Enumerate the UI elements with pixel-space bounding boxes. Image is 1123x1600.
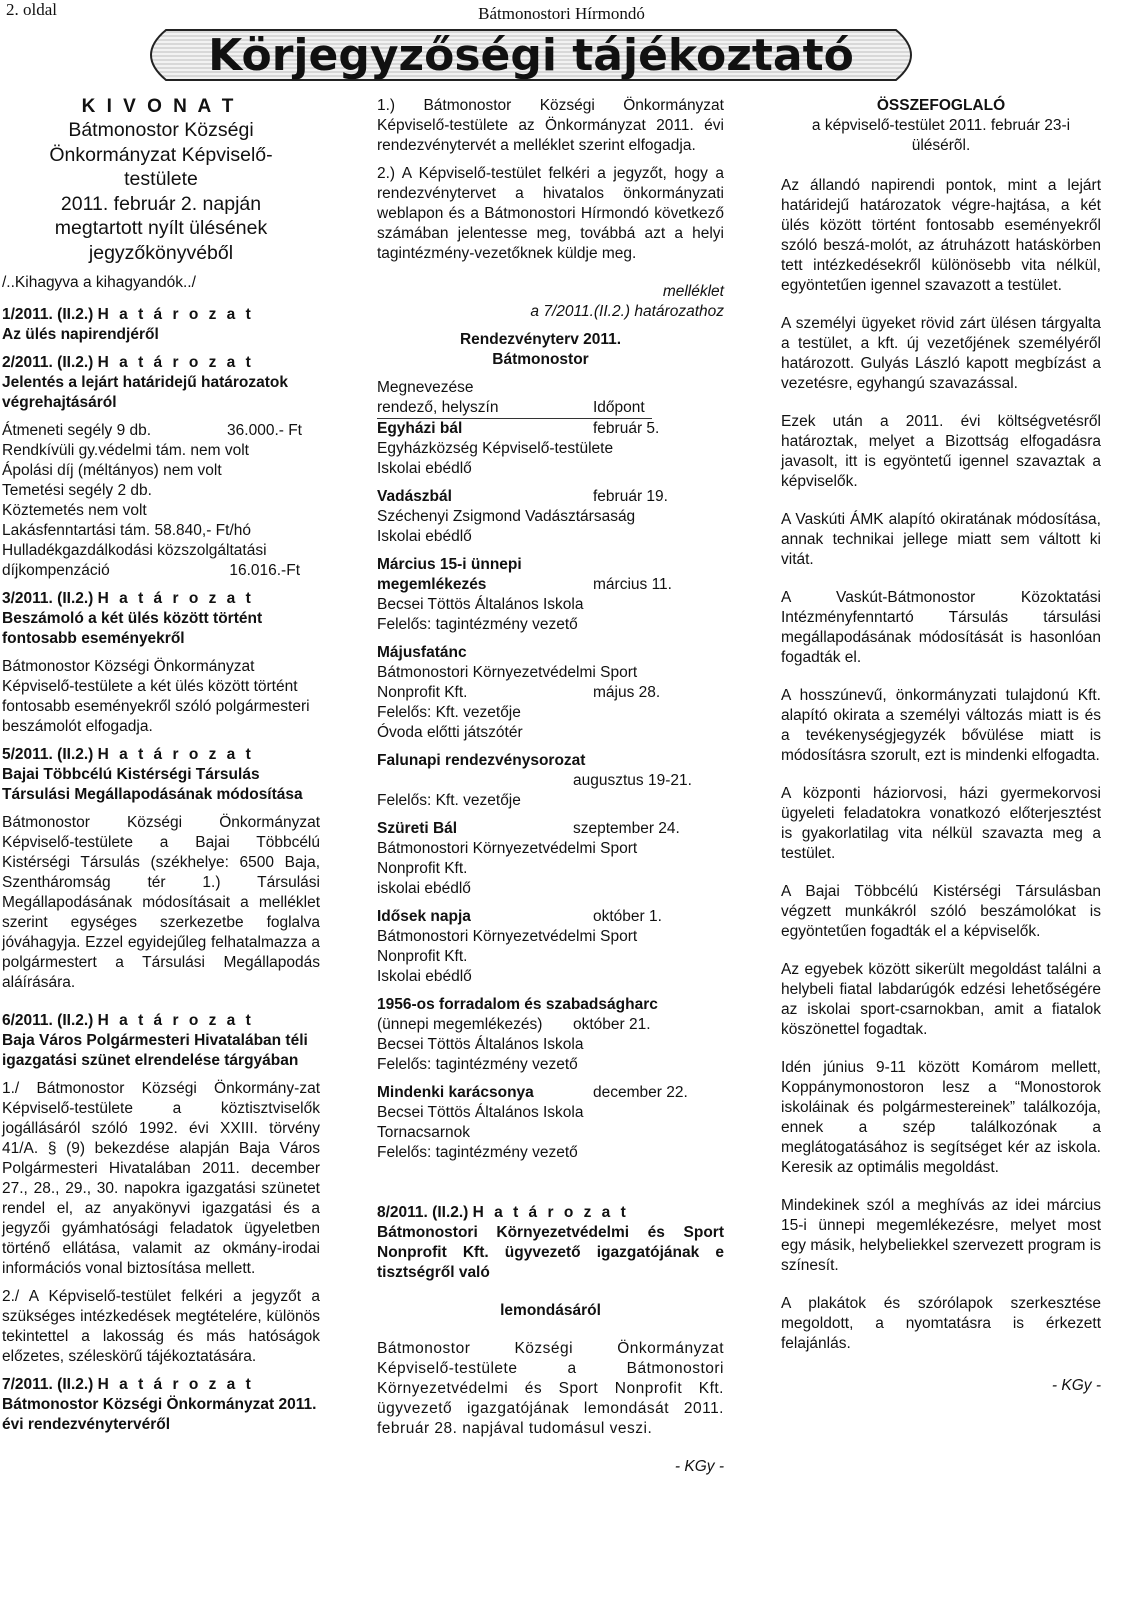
resolution-7-text-2: 2.) A Képviselő-testület felkéri a jegyzőt, hogy a rendezvénytervet a hivatalos önkormányzati weblapon és a Bátmonostori Hírmondó következő számában jelentesse meg, továbbá azt a helyi tagintézmény-vezetőknek küldje meg. (377, 165, 724, 262)
summary-paragraph: Ezek után a 2011. évi költségvetésről határoztak, melyet a Bizottság elfogadásra javasolt, itt is egyöntetű igennel szavaztak a képviselők. (781, 413, 1101, 490)
event-detail: Széchenyi Zsigmond Vadásztársaság (377, 508, 636, 525)
summary-paragraph: Mindekinek szól a meghívás az idei március 15-i ünnepi megemlékezésre, melyet most egy másik, helybeliekkel szervezett program is színesít. (781, 1197, 1101, 1274)
event-detail: Bátmonostori Környezetvédelmi Sport (377, 664, 638, 681)
summary-paragraph: A hosszúnevű, önkormányzati tulajdonú Kft. alapító okirata a személyi változás miatt is és a tevékenységjegyzék bővülése miatt is módosításra szorult, ezt is mindenki elfogadta. (781, 687, 1101, 764)
resolution-1-heading: 1/2011. (II.2.) H a t á r o z a t Az ülés napirendjéről (2, 306, 254, 343)
aid-list (2, 421, 320, 581)
subtitle-line: Önkormányzat Képviselő- (49, 143, 273, 166)
event-row: megemlékezés március 11. (377, 576, 672, 593)
event-detail: Felelős: Kft. vezetője (377, 792, 521, 809)
event-detail: Bátmonostori Környezetvédelmi Sport (377, 928, 638, 945)
aid-row: Temetési segély 2 db. (2, 482, 152, 499)
summary-paragraph: A személyi ügyeket rövid zárt ülésen tárgyalta a testület, a kft. új vezetőjének személyéről határozott. Gulyás László kapott megbízást a vezetésre, egyhangú szavazással. (781, 315, 1101, 392)
author-signature: - KGy - (674, 1458, 724, 1475)
resolution-6-text-1: 1./ Bátmonostor Községi Önkormány-zat Képviselő-testülete a köztisztviselők jogállásáról szóló 1992. évi XXIII. törvény 41/A. § (9) bekezdése alapján Baja Város Polgármesteri Hivatalában 2011. december 27., 28., 29., 30. napokra igazgatási szünetet rendel el, az anyakönyvi igazgatási és a jegyzői gyámhatósági feladatok ügyeletben történő ellátása, valamit az okmány-irodai információs vonal biztosítása mellett. (2, 1080, 320, 1277)
summary-paragraph: A Bajai Többcélú Kistérségi Társulásban végzett munkákról szóló beszámolókat is egyöntetűen fogadták el a képviselők. (781, 883, 1101, 940)
event-detail: Óvoda előtti játszótér (377, 724, 523, 741)
event-row: Májusfatánc (377, 644, 467, 661)
page-number: 2. oldal (6, 0, 57, 19)
annex-ref: a 7/2011.(II.2.) határozathoz (530, 303, 724, 320)
author-signature: - KGy - (1051, 1377, 1101, 1394)
column-right (781, 96, 1101, 1396)
summary-title: ÖSSZEFOGLALÓ (876, 97, 1006, 114)
resolution-2-heading: 2/2011. (II.2.) H a t á r o z a t Jelentés a lejárt határidejű határozatok végrehajtásáról (2, 354, 288, 411)
event-detail: Felelős: tagintézmény vezető (377, 1056, 578, 1073)
column-header-name: Megnevezése (377, 379, 474, 396)
subtitle-line: Bátmonostor Községi (68, 119, 254, 141)
section-banner (136, 22, 926, 88)
event-row: Vadászbál február 19. (377, 488, 668, 505)
summary-paragraph: A Vaskúti ÁMK alapító okiratának módosítása, annak technikai jellege miatt sem váltott ki vitát. (781, 511, 1101, 568)
event-plan-title: Rendezvényterv 2011. (459, 331, 622, 348)
summary-paragraph: A központi háziorvosi, házi gyermekorvosi ügyeleti feladatokra vonatkozó előterjesztést is gyakorlatilag vita nélkül szavazta meg a testület. (781, 785, 1101, 862)
event-detail: Felelős: tagintézmény vezető (377, 1144, 578, 1161)
event-detail: Felelős: Kft. vezetője (377, 704, 521, 721)
event-detail: iskolai ebédlő (377, 880, 471, 897)
event-detail: Becsei Töttös Általános Iskola (377, 1036, 584, 1053)
event-detail: Iskolai ebédlő (377, 460, 472, 477)
event-plan-place: Bátmonostor (492, 351, 589, 368)
summary-paragraph: Az állandó napirendi pontok, mint a lejárt határidejű határozatok végre-hajtása, a két ülés között történt fontosabb eseményekről szóló beszá-molót, az átruházott hatáskörben tett intézkedésekről különösebb vita nélkül, egyöntetűen igennel szavazott a testület. (781, 177, 1101, 294)
event-detail: Nonprofit Kft. (377, 860, 468, 877)
aid-row: Rendkívüli gy.védelmi tám. nem volt (2, 442, 249, 459)
omitted-note: /..Kihagyva a kihagyandók../ (2, 274, 196, 291)
resolution-8-heading-end: lemondásáról (500, 1302, 601, 1319)
aid-row: Átmeneti segély 9 db. 36.000.- Ft (2, 422, 302, 439)
subtitle-line: 2011. február 2. napján (60, 192, 262, 215)
resolution-8-text: Bátmonostor Községi Önkormányzat Képviselő-testülete a Bátmonostori Környezetvédelmi és Sport Nonprofit Kft. ügyvezető igazgatójának lemondását 2011. február 28. napjával tudomásul veszi. (377, 1340, 724, 1437)
resolution-5-text: Bátmonostor Községi Önkormányzat Képviselő-testülete a Bajai Többcélú Kistérségi Társulás (székhelye: 6500 Baja, Szentháromság tér 1.) Társulási Megállapodásának módosításait a melléklet szerint egységes szerkezetbe foglalva jóváhagyja. Ezzel egyidejűleg felhatalmazza a polgármestert a Társulási Megállapodás aláírására. (2, 814, 320, 991)
summary-paragraph: A Vaskút-Bátmonostor Közoktatási Intézményfenntartó Társulás társulási megállapodásának módosítását is hasonlóan fogadták el. (781, 589, 1101, 666)
event-detail: Nonprofit Kft. május 28. (377, 684, 661, 701)
event-row: 1956-os forradalom és szabadságharc (377, 996, 658, 1013)
event-detail: (ünnepi megemlékezés) október 21. (377, 1016, 651, 1033)
resolution-6-heading: 6/2011. (II.2.) H a t á r o z a t Baja Város Polgármesteri Hivatalában téli igazgatási szünet elrendelése tárgyában (2, 1012, 308, 1069)
event-detail: Nonprofit Kft. (377, 948, 468, 965)
event-row: Szüreti Bál szeptember 24. (377, 820, 680, 837)
event-row: Falunapi rendezvénysorozat (377, 752, 586, 769)
summary-paragraph: Idén június 9-11 között Komárom mellett, Koppánymonostoron lesz a “Monostorok iskoláinak és polgármestereinek” találkozója, ennek a szép találkozónak a meglátogatásához is segítséget kér az iskola. Keresik az optimális megoldást. (781, 1059, 1101, 1176)
aid-row: díjkompenzáció 16.016.-Ft (2, 562, 300, 579)
resolution-7-text-1: 1.) Bátmonostor Községi Önkormányzat Képviselő-testülete az Önkormányzat 2011. évi rendezvénytervét a melléklet szerint elfogadja. (377, 97, 724, 154)
column-middle (377, 96, 724, 1477)
event-detail: Egyházközség Képviselő-testülete (377, 440, 614, 457)
event-row: Mindenki karácsonya december 22. (377, 1084, 688, 1101)
event-row: Idősek napja október 1. (377, 908, 662, 925)
event-detail: Bátmonostori Környezetvédelmi Sport (377, 840, 638, 857)
column-left (2, 96, 320, 1435)
event-detail: Felelős: tagintézmény vezető (377, 616, 578, 633)
summary-paragraphs (781, 176, 1101, 1354)
event-row: Egyházi bál február 5. (377, 420, 660, 437)
subtitle-line: testülete (124, 168, 198, 190)
resolution-8-heading: 8/2011. (II.2.) H a t á r o z a t Bátmonostori Környezetvédelmi és Sport Nonprofit Kft. ügyvezető igazgatójának e tisztségről való (377, 1204, 724, 1281)
resolution-5-heading: 5/2011. (II.2.) H a t á r o z a t Bajai Többcélú Kistérségi Társulás Társulási Megállapodásának módosítása (2, 746, 303, 803)
event-detail: Iskolai ebédlő (377, 968, 472, 985)
event-date: augusztus 19-21. (573, 772, 692, 789)
aid-row: Köztemetés nem volt (2, 502, 147, 519)
kivonat-title: K I V O N A T (81, 96, 237, 117)
resolution-3-text: Bátmonostor Községi Önkormányzat Képviselő-testülete a két ülés között történt fontosabb eseményekről szóló polgármesteri beszámolót elfogadja. (2, 658, 310, 735)
resolution-6-text-2: 2./ A Képviselő-testület felkéri a jegyzőt a szükséges intézkedések megtételére, különös tekintettel a lakosság és más hatóságok előzetes, széleskörű tájékoztatására. (2, 1288, 320, 1365)
aid-row: Ápolási díj (méltányos) nem volt (2, 462, 222, 479)
annex-label: melléklet (662, 283, 724, 300)
event-row: Március 15-i ünnepi (377, 556, 522, 573)
event-detail: Becsei Töttös Általános Iskola (377, 596, 584, 613)
summary-subtitle: a képviselő-testület 2011. február 23-i ülésérõl. (811, 117, 1071, 154)
subtitle-line: megtartott nyílt ülésének (54, 217, 268, 239)
event-detail: Tornacsarnok (377, 1124, 471, 1141)
kivonat-subtitle (2, 118, 320, 265)
resolution-7-heading: 7/2011. (II.2.) H a t á r o z a t Bátmonostor Községi Önkormányzat 2011. évi rendezvénytervéről (2, 1376, 317, 1433)
event-detail: Becsei Töttös Általános Iskola (377, 1104, 584, 1121)
summary-paragraph: Az egyebek között sikerült megoldást találni a helybeli fiatal labdarúgók edzési lehetőségére az iskolai sport-csarnokban, amit a fiatalok köszönettel fogadtak. (781, 961, 1101, 1038)
column-header-row: rendező, helyszín Időpont (377, 398, 652, 419)
resolution-3-heading: 3/2011. (II.2.) H a t á r o z a t Beszámoló a két ülés között történt fontosabb eseményekről (2, 590, 263, 647)
event-detail: Iskolai ebédlő (377, 528, 472, 545)
newspaper-title: Bátmonostori Hírmondó (478, 4, 645, 23)
banner-title: Körjegyzőségi tájékoztató (208, 30, 854, 81)
event-plan-table (377, 378, 724, 1163)
aid-row: Lakásfenntartási tám. 58.840,- Ft/hó (2, 522, 251, 539)
subtitle-line: jegyzőkönyvéből (88, 241, 234, 264)
aid-row: Hulladékgazdálkodási közszolgáltatási (2, 542, 267, 559)
summary-paragraph: A plakátok és szórólapok szerkesztése megoldott, a nyomtatásra is érkezett felajánlás. (781, 1295, 1101, 1352)
